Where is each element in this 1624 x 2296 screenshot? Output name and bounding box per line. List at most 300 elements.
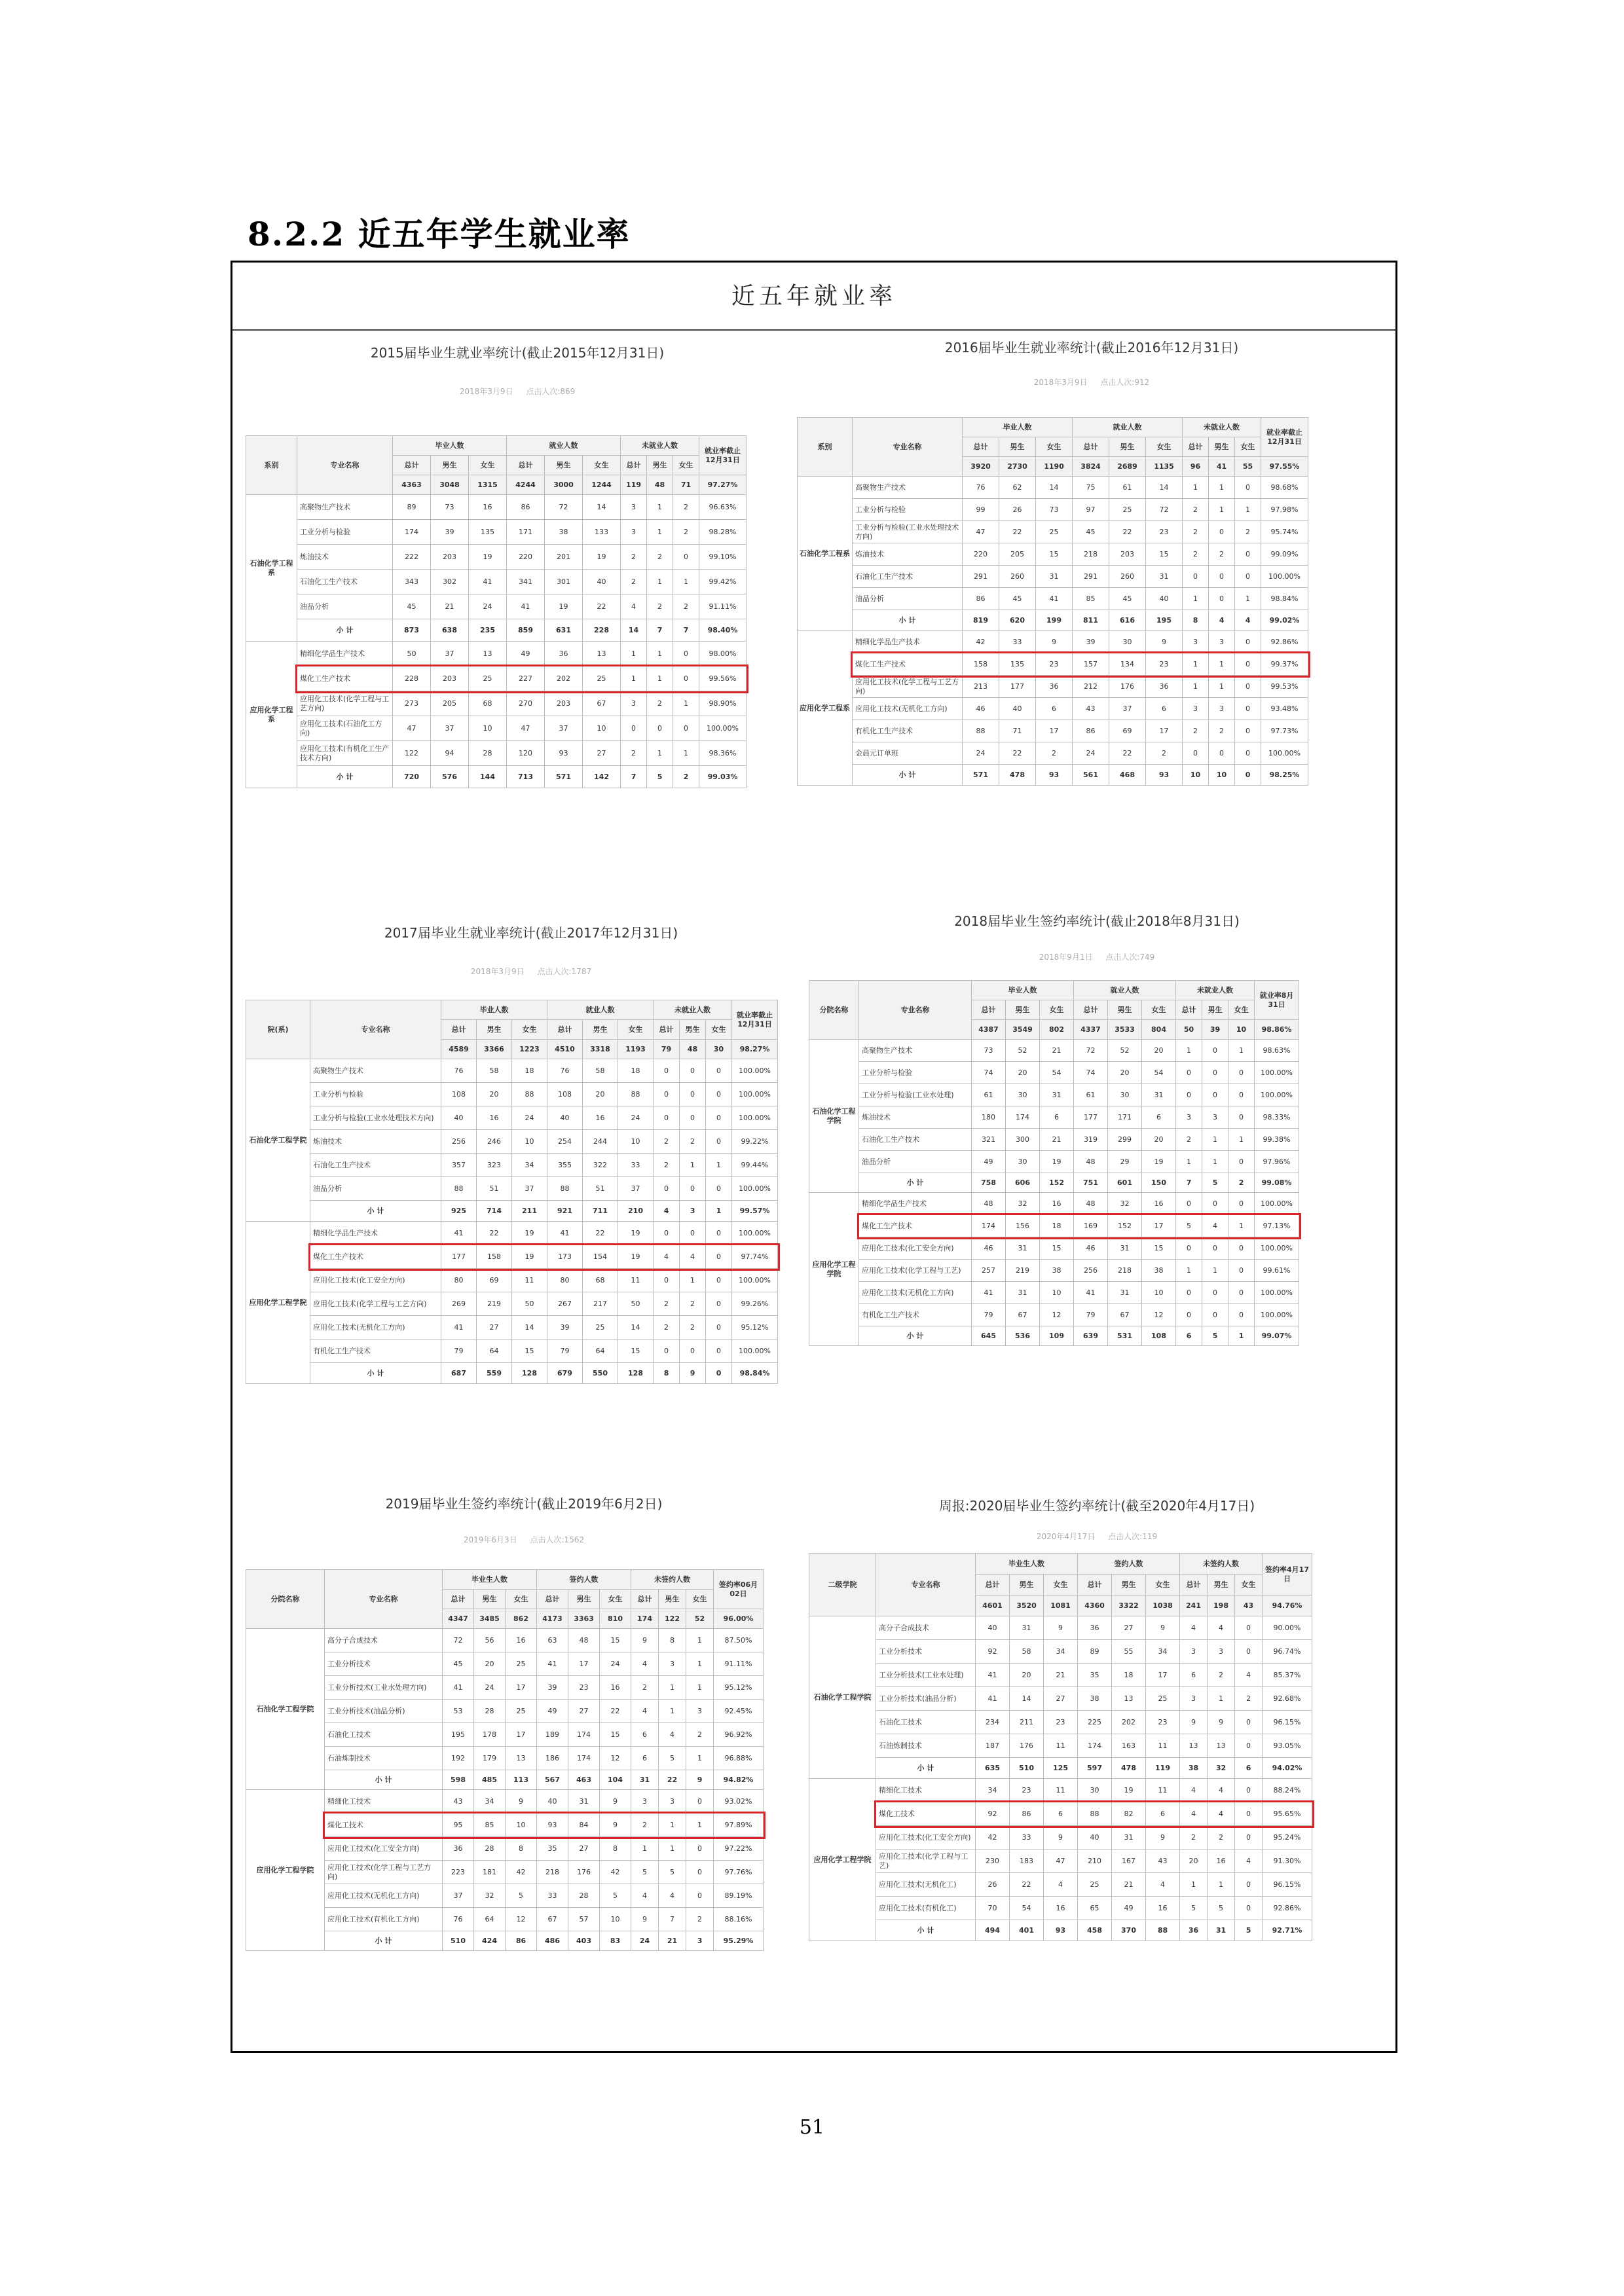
major-cell: 应用化工技术(化工安全方向) bbox=[859, 1237, 972, 1260]
total-cell: 802 bbox=[1040, 1020, 1074, 1040]
subtotal-cell: 31 bbox=[631, 1770, 659, 1790]
value-cell: 3 bbox=[1183, 631, 1209, 653]
subtotal-label: 小 计 bbox=[853, 765, 963, 786]
value-cell: 2 bbox=[621, 741, 647, 766]
value-cell: 31 bbox=[1142, 1084, 1176, 1106]
header-female: 女生 bbox=[600, 1590, 631, 1609]
value-cell: 260 bbox=[999, 566, 1036, 588]
value-cell: 300 bbox=[1006, 1129, 1040, 1151]
value-cell: 176 bbox=[1010, 1734, 1044, 1758]
table-row bbox=[246, 1339, 778, 1363]
value-cell: 341 bbox=[507, 570, 545, 594]
table-row bbox=[809, 1084, 1299, 1106]
total-cell: 122 bbox=[659, 1609, 686, 1629]
value-cell: 38 bbox=[1078, 1687, 1112, 1711]
value-cell: 5 bbox=[506, 1884, 537, 1908]
value-cell: 99.10% bbox=[699, 545, 747, 570]
subtotal-cell: 720 bbox=[393, 766, 431, 788]
header-dept: 二级学院 bbox=[809, 1554, 876, 1616]
value-cell: 1 bbox=[686, 1676, 714, 1700]
value-cell: 0 bbox=[1235, 1616, 1263, 1640]
value-cell: 97.76% bbox=[714, 1861, 764, 1884]
value-cell: 220 bbox=[507, 545, 545, 570]
value-cell: 88 bbox=[618, 1083, 654, 1106]
value-cell: 80 bbox=[441, 1269, 477, 1292]
major-cell: 有机化工生产技术 bbox=[853, 720, 963, 742]
major-cell: 石油化工技术 bbox=[876, 1711, 976, 1734]
value-cell: 0 bbox=[680, 1222, 706, 1245]
major-cell: 应用化工技术(石油化工方向) bbox=[297, 716, 393, 741]
panel-date: 2018年3月9日 bbox=[470, 967, 525, 976]
value-cell: 69 bbox=[1109, 720, 1146, 742]
table-row bbox=[809, 1897, 1312, 1920]
value-cell: 9 bbox=[631, 1629, 659, 1652]
value-cell: 180 bbox=[972, 1106, 1006, 1129]
table-row bbox=[246, 1106, 778, 1130]
subtotal-cell: 2 bbox=[673, 766, 699, 788]
value-cell: 1 bbox=[647, 570, 673, 594]
value-cell: 50 bbox=[512, 1292, 547, 1316]
major-cell: 炼油技术 bbox=[859, 1106, 972, 1129]
value-cell: 76 bbox=[963, 477, 999, 499]
subtotal-cell: 6 bbox=[1176, 1326, 1202, 1346]
dept-cell: 石油化学工程学院 bbox=[246, 1629, 325, 1790]
major-cell: 油品分析 bbox=[297, 594, 393, 619]
value-cell: 71 bbox=[999, 720, 1036, 742]
subtotal-cell: 531 bbox=[1108, 1326, 1142, 1346]
total-cell: 10 bbox=[1228, 1020, 1255, 1040]
value-cell: 0 bbox=[1235, 543, 1261, 566]
value-cell: 9 bbox=[600, 1790, 631, 1813]
value-cell: 39 bbox=[431, 520, 469, 545]
subtotal-label: 小 计 bbox=[325, 1770, 443, 1790]
major-cell: 应用化工技术(化学工程与工艺方向) bbox=[325, 1861, 443, 1884]
table-row bbox=[246, 666, 747, 691]
value-cell: 0 bbox=[1202, 1282, 1228, 1304]
value-cell: 133 bbox=[583, 520, 621, 545]
value-cell: 49 bbox=[1112, 1897, 1146, 1920]
value-cell: 2 bbox=[686, 1723, 714, 1747]
value-cell: 267 bbox=[547, 1292, 583, 1316]
value-cell: 0 bbox=[1209, 566, 1235, 588]
major-cell: 工业分析技术 bbox=[876, 1640, 976, 1664]
value-cell: 0 bbox=[654, 1269, 680, 1292]
value-cell: 1 bbox=[1183, 653, 1209, 676]
value-cell: 219 bbox=[477, 1292, 512, 1316]
value-cell: 203 bbox=[431, 545, 469, 570]
subtotal-cell: 550 bbox=[583, 1363, 618, 1384]
total-cell: 1193 bbox=[618, 1040, 654, 1059]
table-row bbox=[246, 545, 747, 570]
value-cell: 0 bbox=[1176, 1193, 1202, 1215]
value-cell: 10 bbox=[506, 1813, 537, 1837]
value-cell: 90.00% bbox=[1263, 1616, 1312, 1640]
header-row bbox=[246, 436, 747, 456]
stats-table bbox=[246, 1569, 764, 1951]
value-cell: 6 bbox=[1180, 1664, 1208, 1687]
table-body bbox=[798, 477, 1308, 786]
table-body bbox=[246, 1629, 764, 1951]
value-cell: 108 bbox=[441, 1083, 477, 1106]
value-cell: 31 bbox=[1010, 1616, 1044, 1640]
value-cell: 0 bbox=[1228, 1237, 1255, 1260]
value-cell: 11 bbox=[1044, 1734, 1078, 1758]
subtotal-label: 小 计 bbox=[853, 610, 963, 631]
total-cell: 810 bbox=[600, 1609, 631, 1629]
value-cell: 1 bbox=[686, 1629, 714, 1652]
value-cell: 99.42% bbox=[699, 570, 747, 594]
subtotal-cell: 458 bbox=[1078, 1920, 1112, 1941]
value-cell: 2 bbox=[1235, 521, 1261, 543]
value-cell: 20 bbox=[1006, 1062, 1040, 1084]
value-cell: 218 bbox=[537, 1861, 568, 1884]
value-cell: 9 bbox=[1180, 1711, 1208, 1734]
value-cell: 158 bbox=[477, 1245, 512, 1269]
value-cell: 97.74% bbox=[732, 1245, 778, 1269]
value-cell: 1 bbox=[673, 741, 699, 766]
value-cell: 36 bbox=[545, 642, 583, 666]
table-row bbox=[809, 1850, 1312, 1873]
subtotal-cell: 4 bbox=[1209, 610, 1235, 631]
value-cell: 15 bbox=[1142, 1237, 1176, 1260]
value-cell: 25 bbox=[506, 1652, 537, 1676]
header-unemployed: 未就业人数 bbox=[621, 436, 699, 456]
value-cell: 0 bbox=[654, 1222, 680, 1245]
table-row bbox=[246, 1316, 778, 1339]
table-row bbox=[798, 742, 1308, 765]
value-cell: 41 bbox=[443, 1676, 474, 1700]
value-cell: 98.84% bbox=[1261, 588, 1308, 610]
header-employed: 签约人数 bbox=[537, 1570, 631, 1590]
subtotal-cell: 639 bbox=[1074, 1326, 1108, 1346]
value-cell: 100.00% bbox=[732, 1339, 778, 1363]
value-cell: 1 bbox=[1176, 1151, 1202, 1173]
value-cell: 0 bbox=[706, 1245, 732, 1269]
value-cell: 299 bbox=[1108, 1129, 1142, 1151]
table-header bbox=[246, 436, 747, 495]
value-cell: 45 bbox=[443, 1652, 474, 1676]
panel-meta bbox=[797, 376, 1386, 388]
value-cell: 174 bbox=[393, 520, 431, 545]
value-cell: 100.00% bbox=[699, 716, 747, 741]
value-cell: 37 bbox=[431, 642, 469, 666]
value-cell: 13 bbox=[583, 642, 621, 666]
value-cell: 99.44% bbox=[732, 1154, 778, 1177]
value-cell: 10 bbox=[512, 1130, 547, 1154]
panel-2020 bbox=[809, 1490, 1385, 2047]
value-cell: 174 bbox=[568, 1747, 600, 1770]
subtotal-cell: 31 bbox=[1208, 1920, 1235, 1941]
value-cell: 322 bbox=[583, 1154, 618, 1177]
value-cell: 201 bbox=[545, 545, 583, 570]
subtotal-cell: 24 bbox=[631, 1931, 659, 1951]
value-cell: 1 bbox=[1209, 653, 1235, 676]
value-cell: 72 bbox=[545, 495, 583, 520]
value-cell: 40 bbox=[547, 1106, 583, 1130]
value-cell: 4 bbox=[1044, 1873, 1078, 1897]
value-cell: 98.36% bbox=[699, 741, 747, 766]
value-cell: 4 bbox=[1180, 1616, 1208, 1640]
value-cell: 100.00% bbox=[1255, 1282, 1299, 1304]
value-cell: 43 bbox=[1073, 698, 1109, 720]
value-cell: 1 bbox=[1208, 1687, 1235, 1711]
subtotal-label: 小 计 bbox=[876, 1758, 976, 1779]
subtotal-cell: 494 bbox=[976, 1920, 1010, 1941]
subtotal-cell: 211 bbox=[512, 1201, 547, 1222]
table-row bbox=[246, 1629, 764, 1652]
value-cell: 88.24% bbox=[1263, 1779, 1312, 1802]
value-cell: 14 bbox=[583, 495, 621, 520]
value-cell: 228 bbox=[393, 666, 431, 691]
value-cell: 186 bbox=[537, 1747, 568, 1770]
value-cell: 2 bbox=[1183, 720, 1209, 742]
value-cell: 25 bbox=[506, 1700, 537, 1723]
value-cell: 48 bbox=[972, 1193, 1006, 1215]
value-cell: 89 bbox=[1078, 1640, 1112, 1664]
dept-cell: 应用化学工程系 bbox=[798, 631, 853, 786]
subtotal-cell: 22 bbox=[659, 1770, 686, 1790]
total-cell: 119 bbox=[621, 475, 647, 495]
value-cell: 36 bbox=[1036, 676, 1073, 698]
value-cell: 1 bbox=[1235, 588, 1261, 610]
major-cell: 石油化工生产技术 bbox=[859, 1129, 972, 1151]
header-male: 男生 bbox=[1108, 1000, 1142, 1020]
header-total: 总计 bbox=[972, 1000, 1006, 1020]
value-cell: 19 bbox=[469, 545, 507, 570]
value-cell: 93.02% bbox=[714, 1790, 764, 1813]
subtotal-cell: 99.08% bbox=[1255, 1173, 1299, 1193]
stats-table bbox=[246, 435, 747, 788]
value-cell: 0 bbox=[1235, 698, 1261, 720]
value-cell: 256 bbox=[441, 1130, 477, 1154]
subtotal-cell: 811 bbox=[1073, 610, 1109, 631]
subtotal-cell: 597 bbox=[1078, 1758, 1112, 1779]
value-cell: 0 bbox=[706, 1222, 732, 1245]
value-cell: 0 bbox=[1228, 1106, 1255, 1129]
subtotal-cell: 83 bbox=[600, 1931, 631, 1951]
table-row bbox=[809, 1040, 1299, 1062]
value-cell: 20 bbox=[1142, 1040, 1176, 1062]
value-cell: 343 bbox=[393, 570, 431, 594]
major-cell: 应用化工技术(化工安全方向) bbox=[310, 1269, 441, 1292]
major-cell: 煤化工生产技术 bbox=[310, 1245, 441, 1269]
subtotal-label: 小 计 bbox=[859, 1173, 972, 1193]
value-cell: 3 bbox=[1183, 698, 1209, 720]
subtotal-cell: 10 bbox=[1183, 765, 1209, 786]
value-cell: 9 bbox=[1146, 1616, 1180, 1640]
header-total: 总计 bbox=[1176, 1000, 1202, 1020]
dept-cell: 石油化学工程学院 bbox=[809, 1616, 876, 1779]
value-cell: 75 bbox=[1073, 477, 1109, 499]
value-cell: 0 bbox=[1235, 676, 1261, 698]
value-cell: 1 bbox=[659, 1700, 686, 1723]
value-cell: 15 bbox=[1040, 1237, 1074, 1260]
value-cell: 0 bbox=[1235, 742, 1261, 765]
value-cell: 67 bbox=[537, 1908, 568, 1931]
value-cell: 174 bbox=[568, 1723, 600, 1747]
value-cell: 36 bbox=[1146, 676, 1183, 698]
total-cell: 3549 bbox=[1006, 1020, 1040, 1040]
value-cell: 2 bbox=[1209, 720, 1235, 742]
value-cell: 58 bbox=[1010, 1640, 1044, 1664]
value-cell: 51 bbox=[583, 1177, 618, 1201]
value-cell: 120 bbox=[507, 741, 545, 766]
total-cell: 43 bbox=[1235, 1595, 1263, 1616]
subtotal-cell: 536 bbox=[1006, 1326, 1040, 1346]
value-cell: 15 bbox=[1036, 543, 1073, 566]
value-cell: 22 bbox=[1109, 742, 1146, 765]
value-cell: 27 bbox=[1112, 1616, 1146, 1640]
value-cell: 95.12% bbox=[732, 1316, 778, 1339]
total-cell: 41 bbox=[1209, 457, 1235, 477]
total-cell: 3520 bbox=[1010, 1595, 1044, 1616]
value-cell: 0 bbox=[686, 1861, 714, 1884]
subtotal-cell: 32 bbox=[1208, 1758, 1235, 1779]
value-cell: 11 bbox=[1044, 1779, 1078, 1802]
value-cell: 3 bbox=[1202, 1106, 1228, 1129]
major-cell: 煤化工技术 bbox=[325, 1813, 443, 1837]
value-cell: 10 bbox=[1142, 1282, 1176, 1304]
value-cell: 3 bbox=[1209, 698, 1235, 720]
value-cell: 1 bbox=[1180, 1873, 1208, 1897]
total-cell: 3318 bbox=[583, 1040, 618, 1059]
value-cell: 0 bbox=[1176, 1237, 1202, 1260]
table-body bbox=[809, 1616, 1312, 1941]
value-cell: 2 bbox=[647, 691, 673, 716]
total-cell: 97.55% bbox=[1261, 457, 1308, 477]
value-cell: 256 bbox=[1074, 1260, 1108, 1282]
table-row bbox=[809, 1640, 1312, 1664]
table-body bbox=[809, 1040, 1299, 1346]
value-cell: 76 bbox=[443, 1908, 474, 1931]
major-cell: 高分子合成技术 bbox=[325, 1629, 443, 1652]
header-female: 女生 bbox=[512, 1020, 547, 1040]
value-cell: 88 bbox=[441, 1177, 477, 1201]
value-cell: 2 bbox=[673, 594, 699, 619]
value-cell: 24 bbox=[469, 594, 507, 619]
value-cell: 100.00% bbox=[1255, 1304, 1299, 1326]
header-total: 总计 bbox=[1078, 1575, 1112, 1595]
subtotal-cell: 758 bbox=[972, 1173, 1006, 1193]
stats-table bbox=[809, 980, 1299, 1346]
table-row bbox=[798, 720, 1308, 742]
value-cell: 17 bbox=[1036, 720, 1073, 742]
value-cell: 1 bbox=[1176, 1260, 1202, 1282]
value-cell: 34 bbox=[474, 1790, 506, 1813]
subtotal-cell: 94.82% bbox=[714, 1770, 764, 1790]
value-cell: 15 bbox=[600, 1723, 631, 1747]
subtotal-cell: 7 bbox=[673, 619, 699, 642]
value-cell: 0 bbox=[673, 642, 699, 666]
value-cell: 2 bbox=[673, 520, 699, 545]
subtotal-cell: 99.07% bbox=[1255, 1326, 1299, 1346]
value-cell: 158 bbox=[963, 653, 999, 676]
value-cell: 260 bbox=[1109, 566, 1146, 588]
value-cell: 43 bbox=[1146, 1850, 1180, 1873]
header-male: 男生 bbox=[1202, 1000, 1228, 1020]
value-cell: 64 bbox=[477, 1339, 512, 1363]
value-cell: 100.00% bbox=[1261, 742, 1308, 765]
header-major: 专业名称 bbox=[310, 1000, 441, 1059]
header-total: 总计 bbox=[1073, 437, 1109, 457]
value-cell: 187 bbox=[976, 1734, 1010, 1758]
value-cell: 1 bbox=[647, 495, 673, 520]
panel-date: 2018年3月9日 bbox=[1033, 378, 1088, 387]
header-dept: 分院名称 bbox=[809, 981, 859, 1040]
header-female: 女生 bbox=[1044, 1575, 1078, 1595]
value-cell: 93.05% bbox=[1263, 1734, 1312, 1758]
value-cell: 1 bbox=[621, 642, 647, 666]
total-cell: 1315 bbox=[469, 475, 507, 495]
value-cell: 9 bbox=[1146, 631, 1183, 653]
value-cell: 2 bbox=[654, 1154, 680, 1177]
value-cell: 19 bbox=[618, 1245, 654, 1269]
value-cell: 88 bbox=[1078, 1802, 1112, 1826]
total-cell: 1190 bbox=[1036, 457, 1073, 477]
table-body bbox=[246, 1059, 778, 1384]
subtotal-cell: 559 bbox=[477, 1363, 512, 1384]
value-cell: 50 bbox=[618, 1292, 654, 1316]
value-cell: 15 bbox=[600, 1629, 631, 1652]
value-cell: 1 bbox=[647, 642, 673, 666]
value-cell: 89 bbox=[393, 495, 431, 520]
subtotal-label: 小 计 bbox=[310, 1201, 441, 1222]
value-cell: 176 bbox=[568, 1861, 600, 1884]
header-female: 女生 bbox=[1036, 437, 1073, 457]
subtotal-cell: 4 bbox=[654, 1201, 680, 1222]
subtotal-cell: 463 bbox=[568, 1770, 600, 1790]
value-cell: 1 bbox=[631, 1837, 659, 1861]
value-cell: 86 bbox=[963, 588, 999, 610]
value-cell: 0 bbox=[686, 1790, 714, 1813]
subtotal-cell: 567 bbox=[537, 1770, 568, 1790]
subtotal-cell: 510 bbox=[1010, 1758, 1044, 1779]
subtotal-cell: 113 bbox=[506, 1770, 537, 1790]
header-male: 男生 bbox=[1109, 437, 1146, 457]
total-cell: 39 bbox=[1202, 1020, 1228, 1040]
total-cell: 1038 bbox=[1146, 1595, 1180, 1616]
value-cell: 21 bbox=[431, 594, 469, 619]
value-cell: 5 bbox=[659, 1747, 686, 1770]
value-cell: 23 bbox=[568, 1676, 600, 1700]
value-cell: 32 bbox=[1006, 1193, 1040, 1215]
value-cell: 6 bbox=[1040, 1106, 1074, 1129]
value-cell: 0 bbox=[1235, 720, 1261, 742]
value-cell: 6 bbox=[631, 1723, 659, 1747]
subtotal-cell: 10 bbox=[1209, 765, 1235, 786]
value-cell: 0 bbox=[706, 1339, 732, 1363]
value-cell: 0 bbox=[673, 666, 699, 691]
value-cell: 23 bbox=[1036, 653, 1073, 676]
total-cell: 862 bbox=[506, 1609, 537, 1629]
major-cell: 油品分析 bbox=[310, 1177, 441, 1201]
value-cell: 97.73% bbox=[1261, 720, 1308, 742]
header-male: 男生 bbox=[659, 1590, 686, 1609]
subtotal-cell: 5 bbox=[1235, 1920, 1263, 1941]
value-cell: 0 bbox=[654, 1339, 680, 1363]
table-row bbox=[809, 1304, 1299, 1326]
total-cell: 4347 bbox=[443, 1609, 474, 1629]
value-cell: 88 bbox=[512, 1083, 547, 1106]
value-cell: 21 bbox=[1044, 1664, 1078, 1687]
value-cell: 42 bbox=[600, 1861, 631, 1884]
major-cell: 工业分析技术(油品分析) bbox=[876, 1687, 976, 1711]
table-row bbox=[246, 1245, 778, 1269]
value-cell: 28 bbox=[568, 1884, 600, 1908]
value-cell: 0 bbox=[1183, 566, 1209, 588]
major-cell: 油品分析 bbox=[859, 1151, 972, 1173]
subtotal-label: 小 计 bbox=[310, 1363, 441, 1384]
